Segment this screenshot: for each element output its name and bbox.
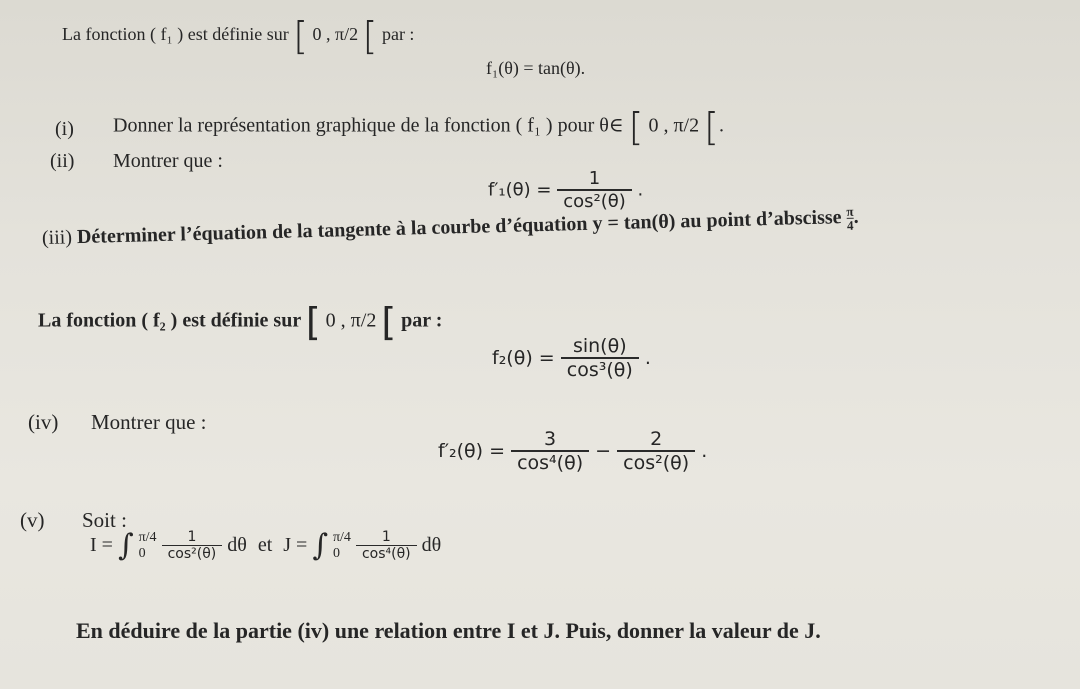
eq1-lhs: f′₁(θ) = (488, 179, 552, 201)
f1-definition: f₁(θ) = tan(θ). (486, 58, 586, 78)
integral-et: et (257, 534, 273, 556)
item-iii-line: (iii) Déterminer l’équation de la tangente à la courbe d’équation y = tan(θ) au point d’abscisse $\frac{\pi}{4}$ . (41, 203, 859, 250)
integral-I-d: dθ (227, 534, 247, 556)
integral-J-den: cos⁴(θ) (356, 545, 417, 562)
item-v-text: Soit : (82, 508, 127, 532)
integral-J-bounds (333, 530, 351, 562)
integral-I-den: cos²(θ) (162, 545, 223, 562)
integral-J-fraction (356, 529, 417, 562)
integral-J-upper: π/4 (332, 529, 351, 545)
eq3-end: . (701, 440, 708, 462)
item-i-text: Donner la représentation graphique de la fonction ( f₁ ) pour θ∈ (113, 114, 624, 137)
item-i-label: (i) (55, 118, 74, 140)
eq3-fraction-2 (617, 428, 695, 474)
interval-i: 0 , π/2 (648, 114, 700, 137)
definition-f1-line: La fonction ( f₁ ) est définie sur [ 0 , π/2 [ par : (62, 14, 415, 58)
eq2-denominator: cos³(θ) (561, 357, 639, 381)
integral-J-lhs: J = (283, 534, 308, 556)
integral-sign-I: ∫ (117, 528, 134, 563)
definition-f2-text: La fonction ( f₂ ) est définie sur (38, 309, 301, 332)
equation-f2-derivative (438, 428, 707, 474)
item-iv-label: (iv) (28, 410, 59, 434)
item-iv-text: Montrer que : (91, 410, 207, 434)
eq1-denominator: cos²(θ) (557, 189, 632, 212)
par-text-2: par : (401, 309, 443, 332)
item-iii-label: (iii) (41, 226, 73, 250)
item-v-label: (v) (20, 508, 45, 532)
interval-f1: 0 , π/2 (312, 24, 359, 45)
interval-f2: 0 , π/2 (325, 309, 377, 332)
item-iii-frac-den: 4 (846, 217, 854, 233)
integral-J-lower: 0 (332, 545, 340, 561)
equation-f2 (492, 335, 651, 381)
eq3-fraction-1 (511, 428, 589, 474)
eq2-fraction (561, 335, 639, 381)
eq3-denominator-1: cos⁴(θ) (511, 450, 589, 474)
integral-I-lhs: I = (90, 534, 113, 556)
item-iii-text: Déterminer l’équation de la tangente à la courbe d’équation y = tan(θ) au point d’abscisse (76, 206, 842, 249)
integral-I-upper: π/4 (138, 529, 157, 545)
item-ii-label: (ii) (50, 150, 75, 172)
eq2-numerator: sin(θ) (572, 335, 627, 357)
integrals-line (90, 528, 441, 563)
integral-I-num: 1 (187, 529, 197, 545)
eq3-numerator-1: 3 (544, 428, 557, 450)
eq1-fraction (557, 168, 632, 212)
par-text: par : (381, 24, 415, 45)
final-question: En déduire de la partie (iv) une relation entre I et J. Puis, donner la valeur de J. (76, 618, 821, 643)
eq3-lhs: f′₂(θ) = (438, 440, 506, 462)
item-i-text-line: Donner la représentation graphique de la fonction ( f₁ ) pour θ∈ [ 0 , π/2 [. (113, 105, 724, 149)
integral-J-num: 1 (381, 529, 391, 545)
integral-I-fraction (162, 529, 223, 562)
eq3-minus: − (595, 440, 612, 462)
definition-f1-text: La fonction ( f₁ ) est définie sur (62, 24, 289, 45)
eq3-numerator-2: 2 (650, 428, 663, 450)
eq1-end: . (637, 179, 644, 201)
eq3-denominator-2: cos²(θ) (617, 450, 695, 474)
eq2-lhs: f₂(θ) = (492, 347, 555, 369)
definition-f2-line: La fonction ( f₂ ) est définie sur [ 0 , π/2 [ par : (38, 300, 443, 344)
integral-I-bounds (139, 530, 157, 562)
equation-f1-derivative (488, 168, 643, 212)
integral-J-d: dθ (421, 534, 442, 556)
eq1-numerator: 1 (588, 168, 601, 189)
integral-I-lower: 0 (138, 545, 146, 561)
eq2-end: . (644, 347, 651, 369)
item-iii-frac-num: π (846, 203, 854, 219)
item-ii-text: Montrer que : (113, 150, 223, 172)
integral-sign-J: ∫ (312, 528, 328, 563)
